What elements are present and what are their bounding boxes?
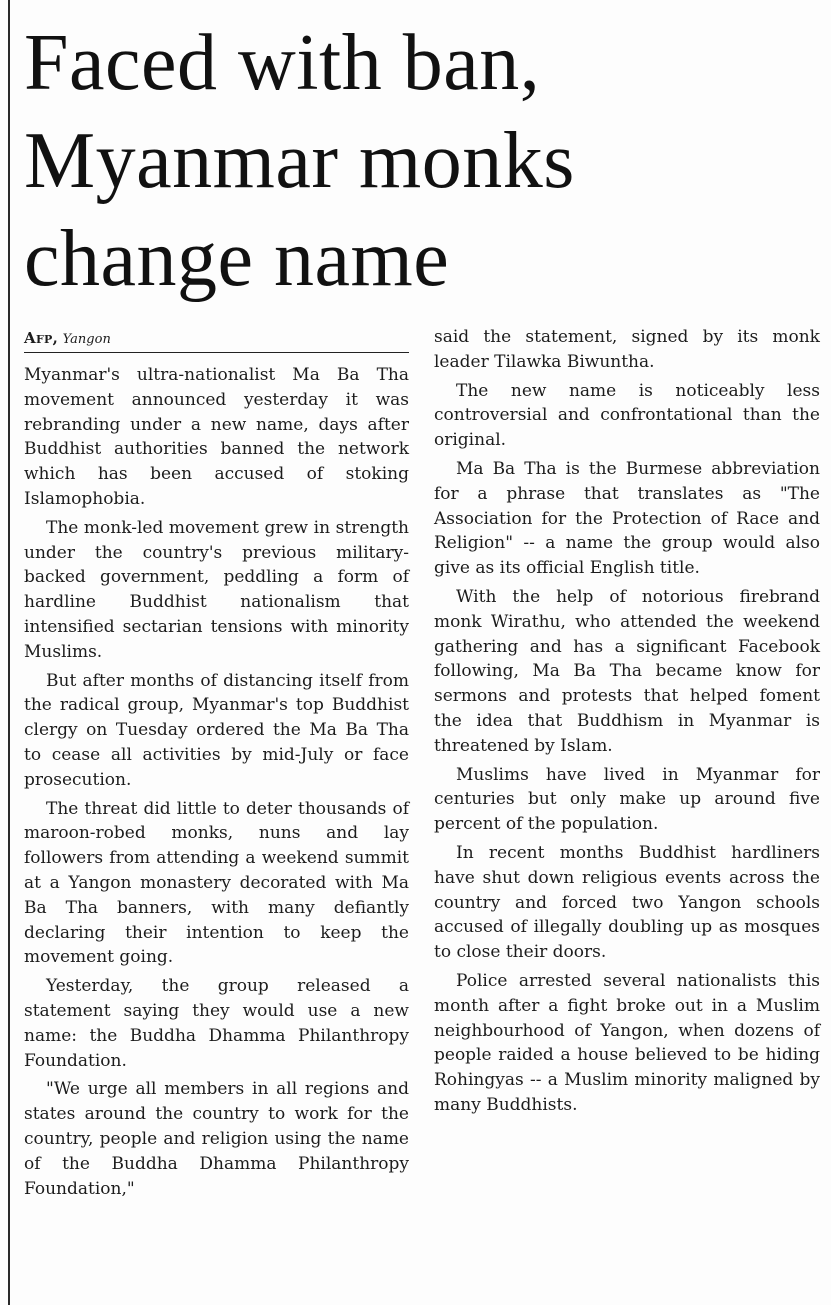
paragraph: Myanmar's ultra-nationalist Ma Ba Tha movement announced yesterday it was rebranding under a new name, days after Buddhist authorities banned the network which has been accused of stoking Islamophobia. bbox=[24, 365, 409, 509]
paragraph: Muslims have lived in Myanmar for centuries but only make up around five percent of the population. bbox=[434, 764, 820, 835]
byline bbox=[24, 325, 409, 353]
paragraph: Yesterday, the group released a statement saying they would use a new name: the Buddha Dhamma Philanthropy Foundation. bbox=[24, 976, 409, 1071]
paragraph: Police arrested several nationalists this month after a fight broke out in a Muslim neighbourhood of Yangon, when dozens of people raided a house believed to be hiding Rohingyas -- a Muslim minority maligned by many Buddhists. bbox=[434, 970, 820, 1115]
headline-line-3: change name bbox=[24, 215, 450, 303]
article-column-left bbox=[24, 325, 409, 1205]
byline-agency: Afp, bbox=[24, 329, 59, 347]
headline-line-2: Myanmar monks bbox=[24, 117, 575, 205]
paragraph: The monk-led movement grew in strength under the country's previous military-backed government, peddling a form of hardline Buddhist nationalism that intensified sectarian tensions with minority Muslims. bbox=[24, 517, 409, 662]
headline bbox=[24, 14, 824, 308]
column-rule bbox=[8, 0, 10, 1305]
paragraph: In recent months Buddhist hardliners have shut down religious events across the country and forced two Yangon schools accused of illegally doubling up as mosques to close their doors. bbox=[434, 842, 820, 963]
paragraph: Ma Ba Tha is the Burmese abbreviation for a phrase that translates as "The Association for the Protection of Race and Religion" -- a name the group would also give as its official English title. bbox=[434, 458, 820, 579]
byline-location: Yangon bbox=[62, 332, 111, 347]
article-column-right bbox=[434, 325, 820, 1122]
paragraph: The threat did little to deter thousands of maroon-robed monks, nuns and lay followers from attending a weekend summit at a Yangon monastery decorated with Ma Ba Tha banners, with many defiantly declaring their intention to keep the movement going. bbox=[24, 798, 409, 968]
paragraph: With the help of notorious firebrand monk Wirathu, who attended the weekend gathering and has a significant Facebook following, Ma Ba Tha became know for sermons and protests that helped foment the idea that Buddhism in Myanmar is threatened by Islam. bbox=[434, 586, 820, 756]
paragraph-continuation: said the statement, signed by its monk leader Tilawka Biwuntha. bbox=[434, 327, 820, 372]
paragraph: But after months of distancing itself from the radical group, Myanmar's top Buddhist clergy on Tuesday ordered the Ma Ba Tha to cease all activities by mid-July or face prosecution. bbox=[24, 670, 409, 790]
paragraph: "We urge all members in all regions and states around the country to work for the country, people and religion using the name of the Buddha Dhamma Philanthropy Foundation," bbox=[24, 1079, 409, 1199]
headline-line-1: Faced with ban, bbox=[24, 19, 541, 107]
paragraph: The new name is noticeably less controversial and confrontational than the original. bbox=[434, 380, 820, 451]
